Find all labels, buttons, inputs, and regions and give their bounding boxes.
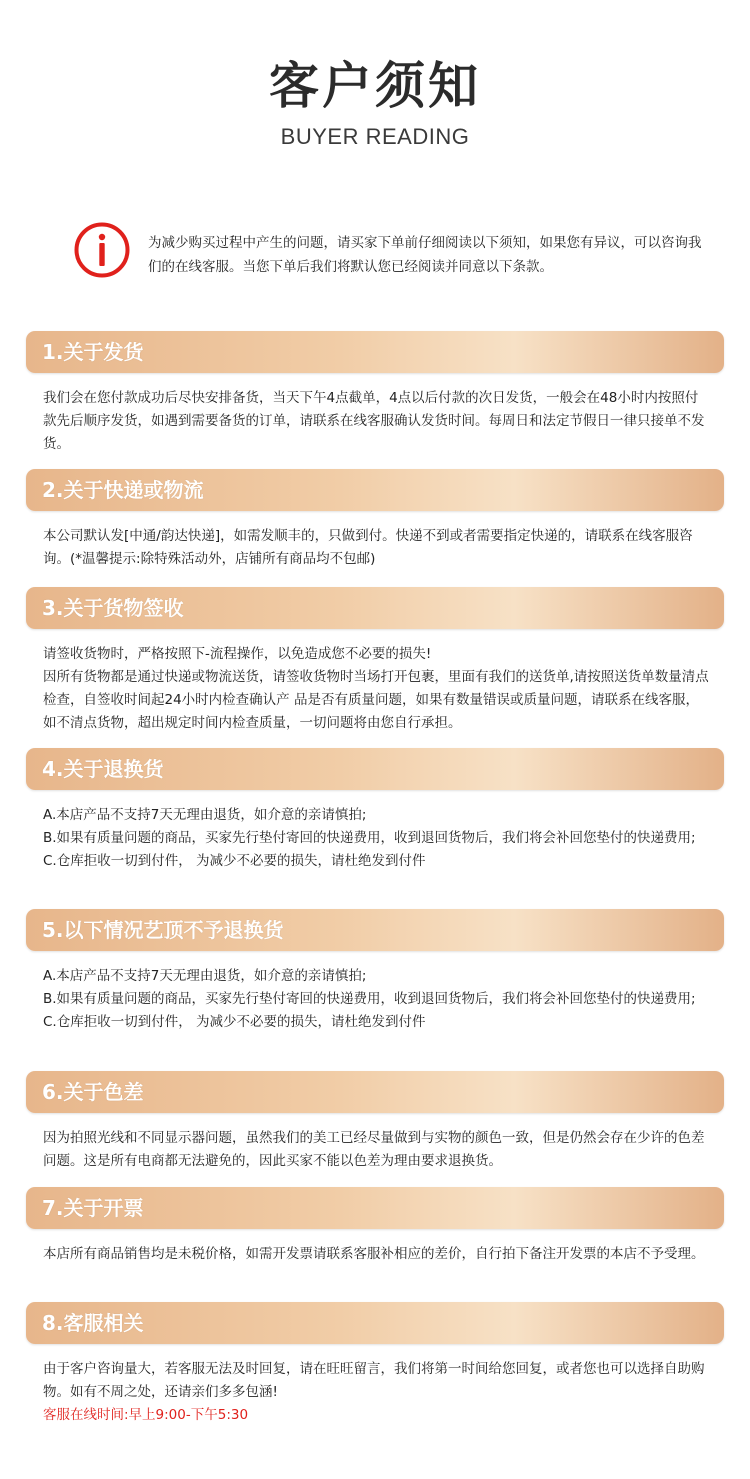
section-paragraph: 由于客户咨询量大，若客服无法及时回复，请在旺旺留言，我们将第一时间给您回复，或者您也可以选择自助购物。如有不周之处，还请亲们多多包涵! [43, 1361, 705, 1400]
notice-text: 为减少购买过程中产生的问题，请买家下单前仔细阅读以下须知，如果您有异议，可以咨询我们的在线客服。当您下单后我们将默认您已经阅读并同意以下条款。 [148, 235, 702, 275]
section-paragraph: C.仓库拒收一切到付件， 为减少不必要的损失，请杜绝发到付件 [43, 1014, 426, 1030]
section-title: 3.关于货物签收 [42, 596, 184, 620]
section-header-shipping [26, 331, 724, 373]
section-paragraph: 因所有货物都是通过快递或物流送货，请签收货物时当场打开包裹，里面有我们的送货单,请按照送货单数量清点检查，自签收时间起24小时内检查确认产 品是否有质量问题，如果有数量错误或质量问题，请联系在线客服，如不清点货物，超出规定时间内检查质量，一切问题将由您自行承担。 [43, 669, 709, 731]
section-body-shipping [43, 387, 711, 456]
service-hours: 客服在线时间:早上9:00-下午5:30 [43, 1407, 249, 1423]
section-paragraph: A.本店产品不支持7天无理由退货，如介意的亲请慎拍; [43, 968, 367, 984]
section-body-no-returns [43, 965, 711, 1034]
section-paragraph: 本公司默认发[中通/韵达快递]，如需发顺丰的，只做到付。快递不到或者需要指定快递的，请联系在线客服咨询。(*温馨提示:除特殊活动外，店铺所有商品均不包邮) [43, 528, 693, 567]
section-paragraph: C.仓库拒收一切到付件， 为减少不必要的损失，请杜绝发到付件 [43, 853, 426, 869]
section-paragraph: 因为拍照光线和不同显示器问题，虽然我们的美工已经尽量做到与实物的颜色一致，但是仍然会存在少许的色差问题。这是所有电商都无法避免的，因此买家不能以色差为理由要求退换货。 [43, 1130, 705, 1169]
section-title: 7.关于开票 [42, 1196, 144, 1220]
section-title: 2.关于快递或物流 [42, 478, 204, 502]
section-title: 1.关于发货 [42, 340, 144, 364]
section-header-no-returns [26, 909, 724, 951]
page-title: 客户须知 [269, 57, 481, 115]
section-paragraph: B.如果有质量问题的商品，买家先行垫付寄回的快递费用，收到退回货物后，我们将会补回您垫付的快递费用; [43, 991, 696, 1007]
section-body-color-difference [43, 1127, 711, 1173]
section-paragraph: B.如果有质量问题的商品，买家先行垫付寄回的快递费用，收到退回货物后，我们将会补回您垫付的快递费用; [43, 830, 696, 846]
section-paragraph: 我们会在您付款成功后尽快安排备货，当天下午4点截单，4点以后付款的次日发货，一般会在48小时内按照付款先后顺序发货，如遇到需要备货的订单，请联系在线客服确认发货时间。每周日和法定节假日一律只接单不发货。 [43, 390, 705, 452]
section-body-receipt [43, 643, 711, 735]
section-body-customer-service [43, 1358, 711, 1427]
section-paragraph: 请签收货物时，严格按照下-流程操作，以免造成您不必要的损失! [43, 646, 432, 662]
section-title: 5.以下情况艺顶不予退换货 [42, 918, 284, 942]
section-title: 6.关于色差 [42, 1080, 144, 1104]
section-title: 8.客服相关 [42, 1311, 144, 1335]
page-subtitle: BUYER READING [280, 124, 470, 149]
section-body-returns [43, 804, 711, 873]
section-paragraph: 本店所有商品销售均是未税价格，如需开发票请联系客服补相应的差价，自行拍下备注开发票的本店不予受理。 [43, 1246, 705, 1262]
section-body-invoice [43, 1243, 711, 1266]
section-header-returns [26, 748, 724, 790]
section-header-invoice [26, 1187, 724, 1229]
section-header-express [26, 469, 724, 511]
info-icon [74, 222, 130, 278]
section-header-receipt [26, 587, 724, 629]
section-paragraph: A.本店产品不支持7天无理由退货，如介意的亲请慎拍; [43, 807, 367, 823]
section-header-color-difference [26, 1071, 724, 1113]
section-header-customer-service [26, 1302, 724, 1344]
section-body-express [43, 525, 711, 571]
section-title: 4.关于退换货 [42, 757, 164, 781]
